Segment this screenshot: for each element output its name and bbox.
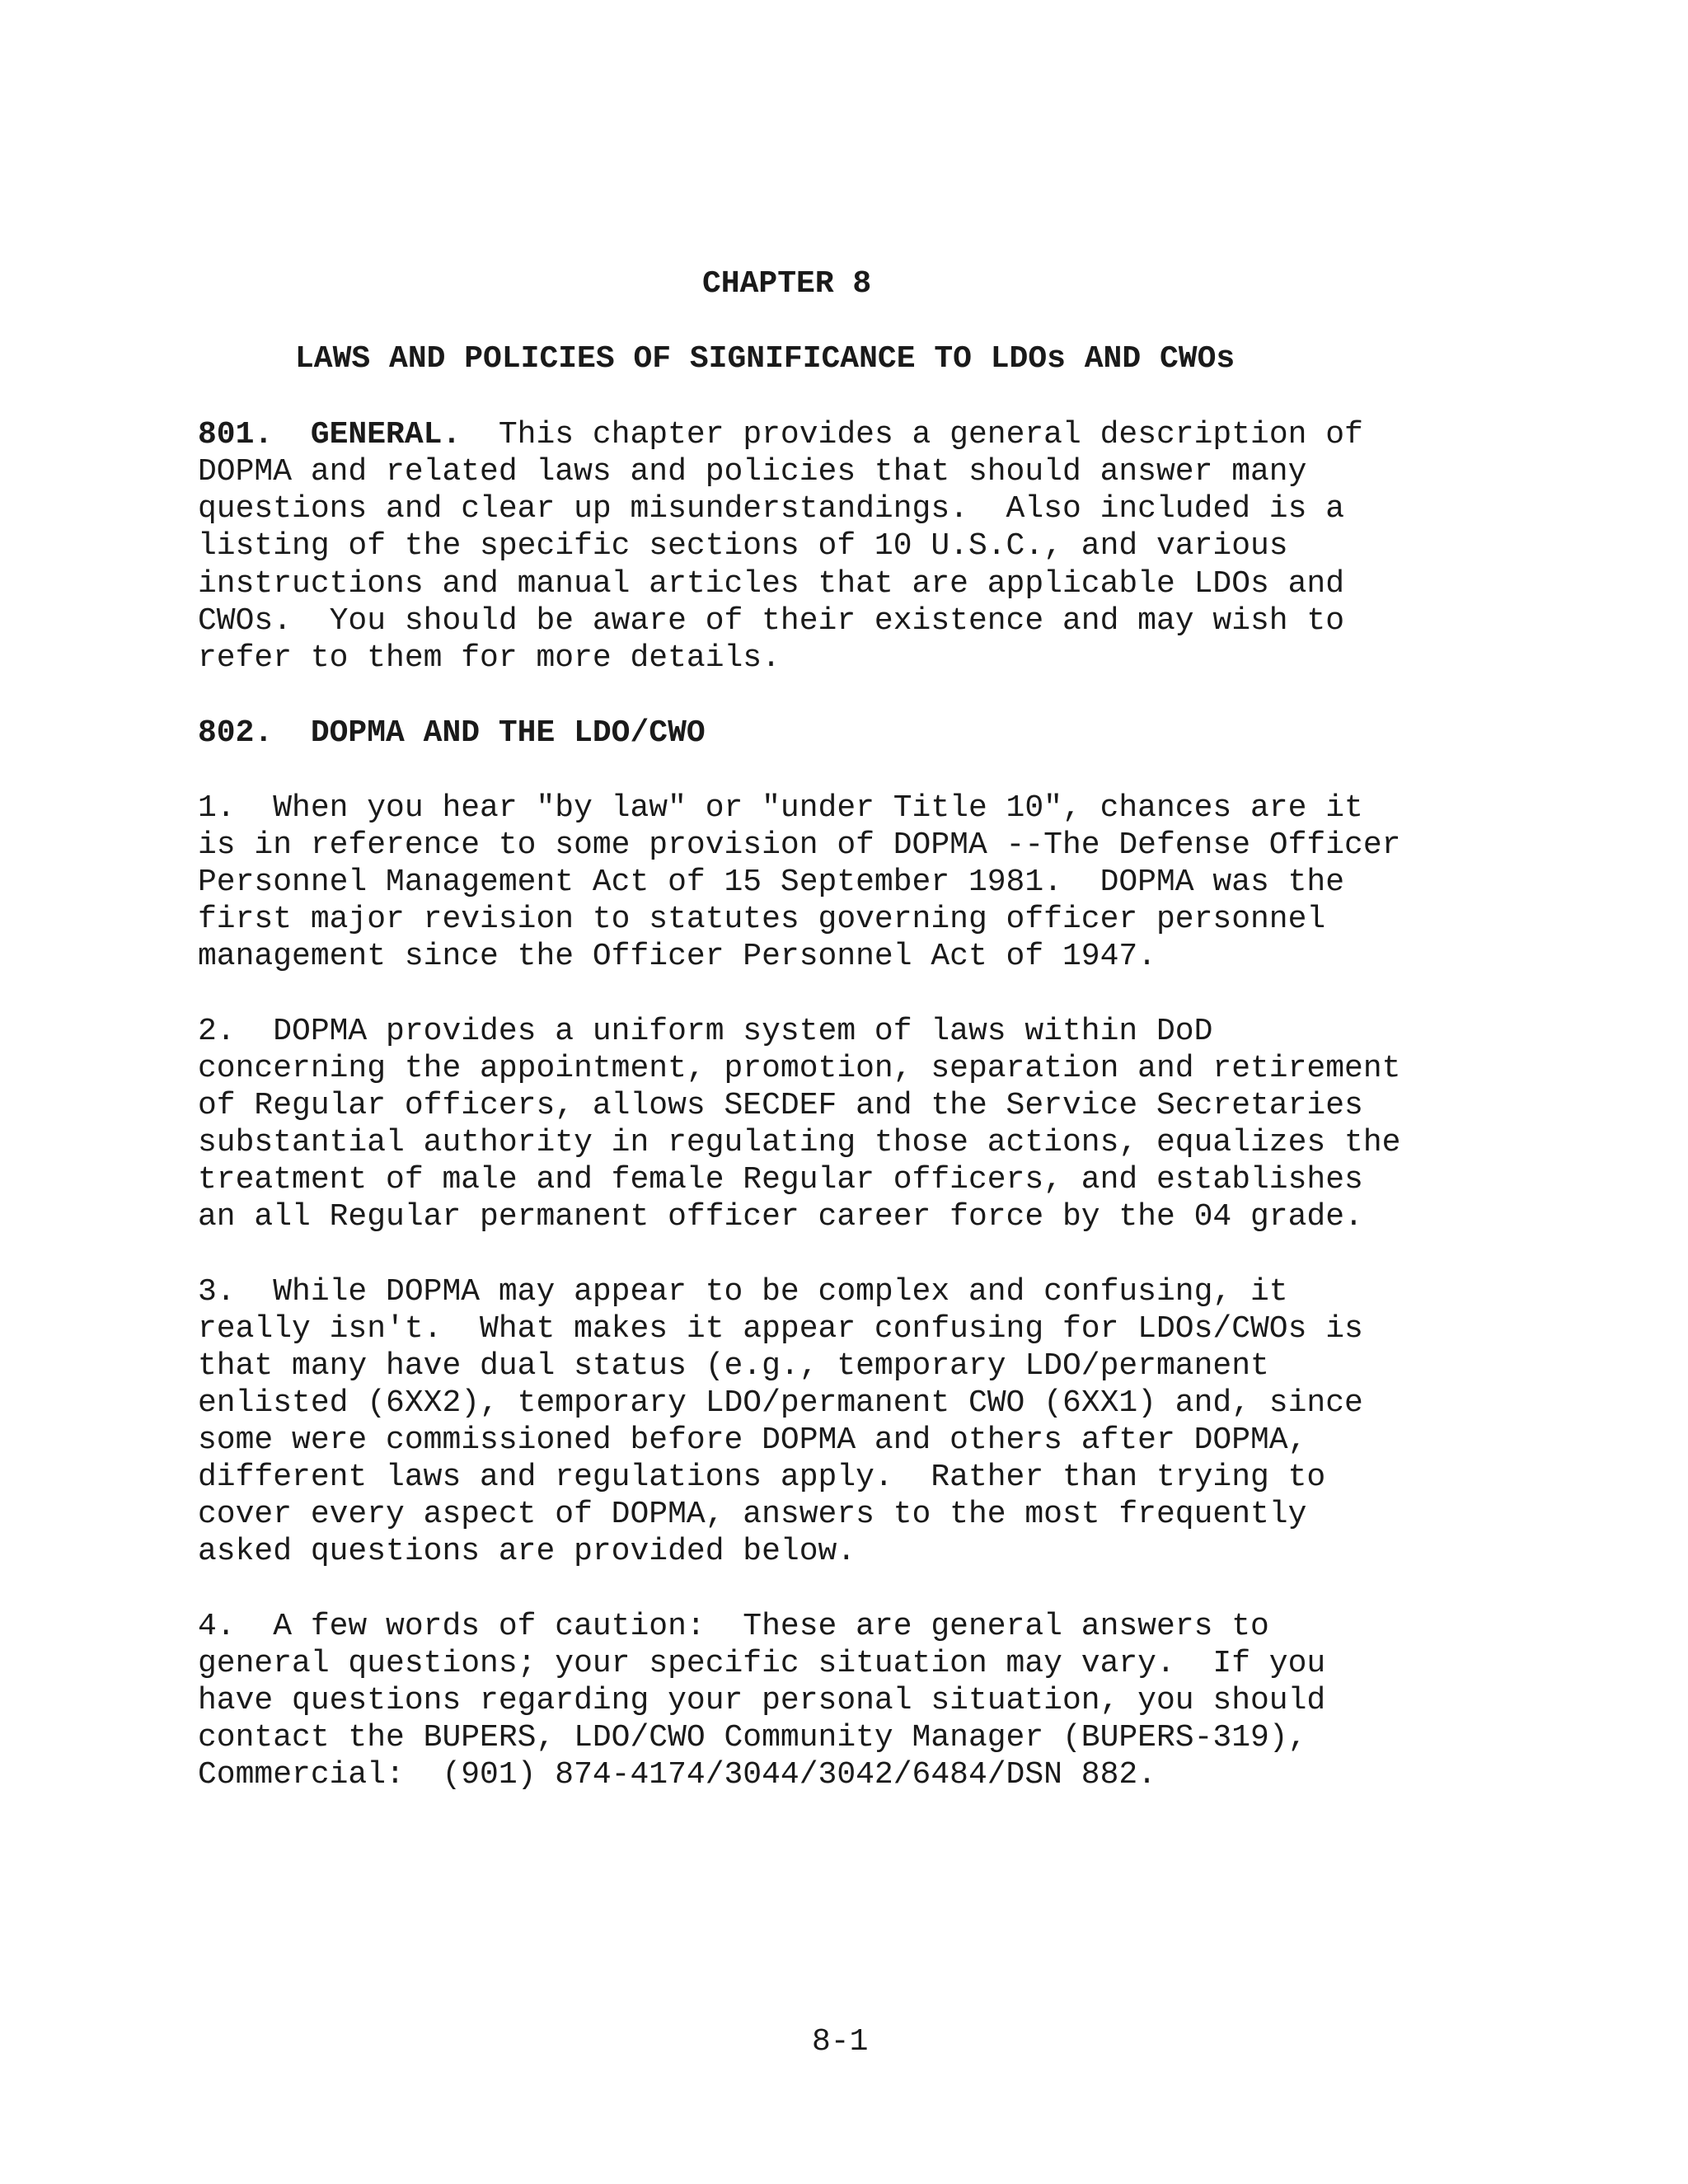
paragraph-line: 1. When you hear "by law" or "under Title 10", chances are it [198, 790, 1363, 826]
paragraph-line: have questions regarding your personal situation, you should [198, 1683, 1326, 1718]
paragraph-line: treatment of male and female Regular officers, and establishes [198, 1162, 1363, 1197]
section-801-heading: GENERAL. [310, 417, 462, 452]
paragraph-line: enlisted (6XX2), temporary LDO/permanent CWO (6XX1) and, since [198, 1385, 1363, 1421]
paragraph-line: that many have dual status (e.g., temporary LDO/permanent [198, 1348, 1269, 1384]
paragraph-line: some were commissioned before DOPMA and others after DOPMA, [198, 1422, 1307, 1458]
section-801-line: DOPMA and related laws and policies that should answer many [198, 454, 1307, 490]
section-801-line: questions and clear up misunderstandings. Also included is a [198, 491, 1345, 527]
paragraph-line: cover every aspect of DOPMA, answers to the most frequently [198, 1497, 1307, 1532]
section-801-number: 801. [198, 417, 274, 452]
paragraph-line: 2. DOPMA provides a uniform system of laws within DoD [198, 1014, 1213, 1049]
paragraph-line: of Regular officers, allows SECDEF and the Service Secretaries [198, 1088, 1363, 1123]
section-801-line: CWOs. You should be aware of their existence and may wish to [198, 603, 1345, 639]
page-number: 8-1 [812, 2024, 869, 2060]
paragraph-line: 4. A few words of caution: These are general answers to [198, 1609, 1269, 1644]
paragraph-line: concerning the appointment, promotion, separation and retirement [198, 1051, 1401, 1086]
paragraph-line: substantial authority in regulating those actions, equalizes the [198, 1125, 1401, 1160]
paragraph-line: management since the Officer Personnel Act of 1947. [198, 939, 1156, 974]
section-801-first-line [198, 416, 1363, 454]
section-801-line: refer to them for more details. [198, 640, 781, 676]
section-801-line: listing of the specific sections of 10 U.S.C., and various [198, 528, 1288, 564]
paragraph-line: is in reference to some provision of DOPMA --The Defense Officer [198, 827, 1401, 863]
section-802-heading: 802. DOPMA AND THE LDO/CWO [198, 715, 706, 751]
paragraph-line: asked questions are provided below. [198, 1534, 856, 1569]
chapter-heading: CHAPTER 8 [702, 266, 872, 302]
paragraph-line: general questions; your specific situation may vary. If you [198, 1646, 1326, 1681]
paragraph-line: Personnel Management Act of 15 September 1981. DOPMA was the [198, 865, 1345, 900]
paragraph-line: really isn't. What makes it appear confusing for LDOs/CWOs is [198, 1311, 1363, 1347]
section-801-line: This chapter provides a general description of [498, 417, 1363, 452]
paragraph-line: contact the BUPERS, LDO/CWO Community Manager (BUPERS-319), [198, 1720, 1307, 1755]
paragraph-line: 3. While DOPMA may appear to be complex and confusing, it [198, 1274, 1288, 1310]
section-801-line: instructions and manual articles that are applicable LDOs and [198, 566, 1345, 602]
paragraph-line: Commercial: (901) 874-4174/3044/3042/6484/DSN 882. [198, 1757, 1156, 1793]
chapter-title: LAWS AND POLICIES OF SIGNIFICANCE TO LDOs AND CWOs [295, 341, 1236, 377]
paragraph-line: different laws and regulations apply. Rather than trying to [198, 1460, 1326, 1495]
paragraph-line: first major revision to statutes governing officer personnel [198, 902, 1326, 937]
paragraph-line: an all Regular permanent officer career force by the 04 grade. [198, 1199, 1363, 1235]
